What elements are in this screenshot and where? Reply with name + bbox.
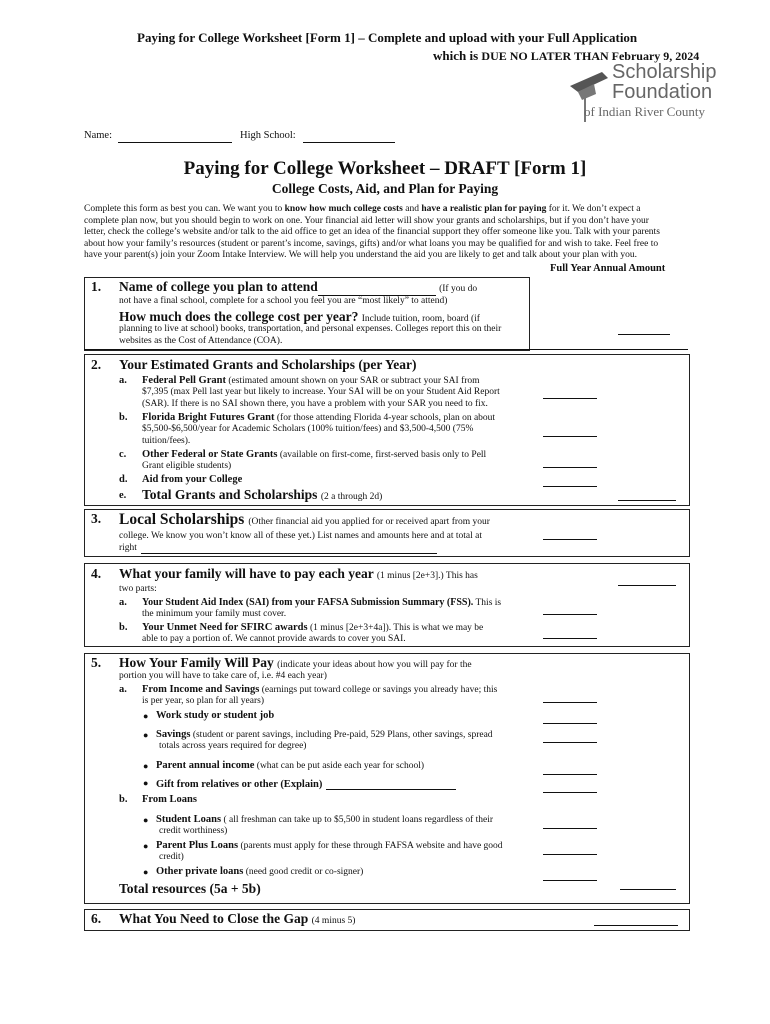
item-4a-line2: the minimum your family must cover. <box>142 609 287 619</box>
gift-amount-field[interactable] <box>543 792 597 793</box>
section-1-note: not have a final school, complete for a school you feel you are “most likely” to attend) <box>119 296 448 306</box>
gap-amount-field[interactable] <box>594 925 678 926</box>
item-4a-letter: a. <box>119 597 127 608</box>
section-3-title: Local Scholarships (Other financial aid you applied for or received apart from your <box>119 511 490 528</box>
school-field[interactable] <box>303 142 395 143</box>
section-6-title: What You Need to Close the Gap (4 minus 5) <box>119 911 356 926</box>
section-3-line2: college. We know you won’t know all of these yet.) List names and amounts here and at total at <box>119 531 482 541</box>
section-6-number: 6. <box>91 911 102 926</box>
savings-line2: totals across years required for degree) <box>159 741 307 751</box>
item-2c-line2: Grant eligible students) <box>142 461 232 471</box>
section-5-number: 5. <box>91 655 102 670</box>
section-1-number: 1. <box>91 279 102 294</box>
gift-label: Gift from relatives or other (Explain) <box>156 777 456 790</box>
item-4b-letter: b. <box>119 622 128 633</box>
parent-plus-amount-field[interactable] <box>543 854 597 855</box>
section-4-line2: two parts: <box>119 584 157 594</box>
section-5-title: How Your Family Will Pay (indicate your ideas about how you will pay for the <box>119 655 472 670</box>
section-5-line2: portion you will have to take care of, i.e. #4 each year) <box>119 671 327 681</box>
work-study-amount-field[interactable] <box>543 702 597 703</box>
item-2c: Other Federal or State Grants (available on first-come, first-served basis only to Pell <box>142 449 487 460</box>
other-grants-amount-field[interactable] <box>543 467 597 468</box>
bullet-icon: ● <box>143 711 149 721</box>
work-study-label: Work study or student job <box>156 710 275 721</box>
parent-plus-label: Parent Plus Loans (parents must apply for these through FAFSA website and have good <box>156 840 503 851</box>
unmet-need-amount-field[interactable] <box>543 638 597 639</box>
section-1-q-line3: websites as the Cost of Attendance (COA). <box>119 336 283 346</box>
item-2b-line2: $5,500-$6,500/year for Academic Scholars (100% tuition/fees) and $3,500-4,500 (75% <box>142 424 474 434</box>
bullet-icon: ● <box>143 730 149 740</box>
item-2a-line3: (SAR). If there is no SAI shown there, you have a problem with your SAR you need to fix. <box>142 399 488 409</box>
total-grants-amount-field[interactable] <box>618 500 676 501</box>
pell-amount-field[interactable] <box>543 398 597 399</box>
bullet-icon: ● <box>143 867 149 877</box>
item-5b: From Loans <box>142 794 197 805</box>
item-2d: Aid from your College <box>142 474 243 485</box>
item-2d-letter: d. <box>119 474 128 485</box>
item-5a: From Income and Savings (earnings put toward college or savings you already have; this <box>142 684 498 695</box>
section-2-number: 2. <box>91 357 102 372</box>
student-loans-line2: credit worthiness) <box>159 826 228 836</box>
item-4b-line2: able to pay a portion of. We cannot provide awards to cover you SAI. <box>142 634 406 644</box>
item-5b-letter: b. <box>119 794 128 805</box>
family-pay-amount-field[interactable] <box>618 585 676 586</box>
item-4b: Your Unmet Need for SFIRC awards (1 minus [2e+3+4a]). This is what we may be <box>142 622 484 633</box>
savings-amount-field[interactable] <box>543 742 597 743</box>
header-line2: which is DUE NO LATER THAN February 9, 2024 <box>433 48 700 63</box>
bullet-icon: ● <box>143 761 149 771</box>
section-4-title: What your family will have to pay each year (1 minus [2e+3].) This has <box>119 566 478 581</box>
college-aid-amount-field[interactable] <box>543 486 597 487</box>
item-2a: Federal Pell Grant (estimated amount shown on your SAR or subtract your SAI from <box>142 375 480 386</box>
parent-plus-line2: credit) <box>159 852 184 862</box>
column-header: Full Year Annual Amount <box>550 263 666 274</box>
item-2e-letter: e. <box>119 490 127 501</box>
item-5a-letter: a. <box>119 684 127 695</box>
page-title: Paying for College Worksheet – DRAFT [Form 1] <box>183 158 587 179</box>
item-2b-letter: b. <box>119 412 128 423</box>
item-4a: Your Student Aid Index (SAI) from your FAFSA Submission Summary (FSS). This is <box>142 597 502 608</box>
section-3-line3: right <box>119 543 137 553</box>
parent-income-amount-field[interactable] <box>543 774 597 775</box>
total-resources-amount-field[interactable] <box>620 889 676 890</box>
item-2c-letter: c. <box>119 449 127 460</box>
section-1-title: Name of college you plan to attend (If you do <box>119 279 478 294</box>
header-line1: Paying for College Worksheet [Form 1] – Complete and upload with your Full Application <box>137 30 638 45</box>
name-field[interactable] <box>118 142 232 143</box>
section-3-number: 3. <box>91 511 102 526</box>
item-2a-line2: $7,395 (max Pell last year but likely to increase. Your SAI will be on your Student Aid Report <box>142 387 500 397</box>
work-study-amount-field-2[interactable] <box>543 723 597 724</box>
intro-paragraph: Complete this form as best you can. We want you to know how much college costs and have a realistic plan for paying for it. We don’t expect a complete plan now, but you should begin to work on one. Your financial aid letter will show your grants and scholarships, but if you don’t have your letter, check the college’s website and/or talk to the aid office to get an idea of the financial support they offer someone like you. Talk with your parents about how your family’s resources (student or parent’s income, savings, gifts) and/or what loans you may be qualified for and wish to take. Feel free to have your parent(s) join your Zoom Intake Interview. We will help you understand the aid you are likely to get and talk about your plan with you. <box>84 204 660 260</box>
school-label: High School: <box>240 130 296 141</box>
student-loans-amount-field[interactable] <box>543 828 597 829</box>
item-2e: Total Grants and Scholarships (2 a through 2d) <box>142 487 383 502</box>
savings-label: Savings (student or parent savings, including Pre-paid, 529 Plans, other savings, spread <box>156 729 493 740</box>
parent-income-label: Parent annual income (what can be put aside each year for school) <box>156 760 425 771</box>
private-loans-label: Other private loans (need good credit or co-signer) <box>156 866 364 877</box>
sai-amount-field[interactable] <box>543 614 597 615</box>
section-1-divider <box>84 349 688 350</box>
local-scholarships-list-field[interactable] <box>141 553 437 554</box>
bright-futures-amount-field[interactable] <box>543 436 597 437</box>
local-scholarships-amount-field[interactable] <box>543 539 597 540</box>
student-loans-label: Student Loans ( all freshman can take up to $5,500 in student loans regardless of their <box>156 814 494 825</box>
bullet-icon: ● <box>143 841 149 851</box>
name-label: Name: <box>84 130 112 141</box>
bullet-icon: ● <box>143 815 149 825</box>
private-loans-amount-field[interactable] <box>543 880 597 881</box>
item-2b-line3: tuition/fees). <box>142 436 191 446</box>
section-1-q-line2: planning to live at school) books, transportation, and personal expenses. Colleges report this on their <box>119 324 502 334</box>
coa-amount-field[interactable] <box>618 334 670 335</box>
bullet-icon: ● <box>143 778 149 788</box>
section-1-question: How much does the college cost per year? Include tuition, room, board (if <box>119 309 480 324</box>
item-5a-line2: is per year, so plan for all years) <box>142 696 265 706</box>
page-subtitle: College Costs, Aid, and Plan for Paying <box>271 181 499 196</box>
section-2-title: Your Estimated Grants and Scholarships (per Year) <box>119 357 417 372</box>
section-4-number: 4. <box>91 566 102 581</box>
item-2b: Florida Bright Futures Grant (for those attending Florida 4-year schools, plan on about <box>142 412 496 423</box>
total-resources-label: Total resources (5a + 5b) <box>119 881 261 896</box>
foundation-logo: Scholarship Foundation of Indian River County <box>568 62 728 126</box>
item-2a-letter: a. <box>119 375 127 386</box>
